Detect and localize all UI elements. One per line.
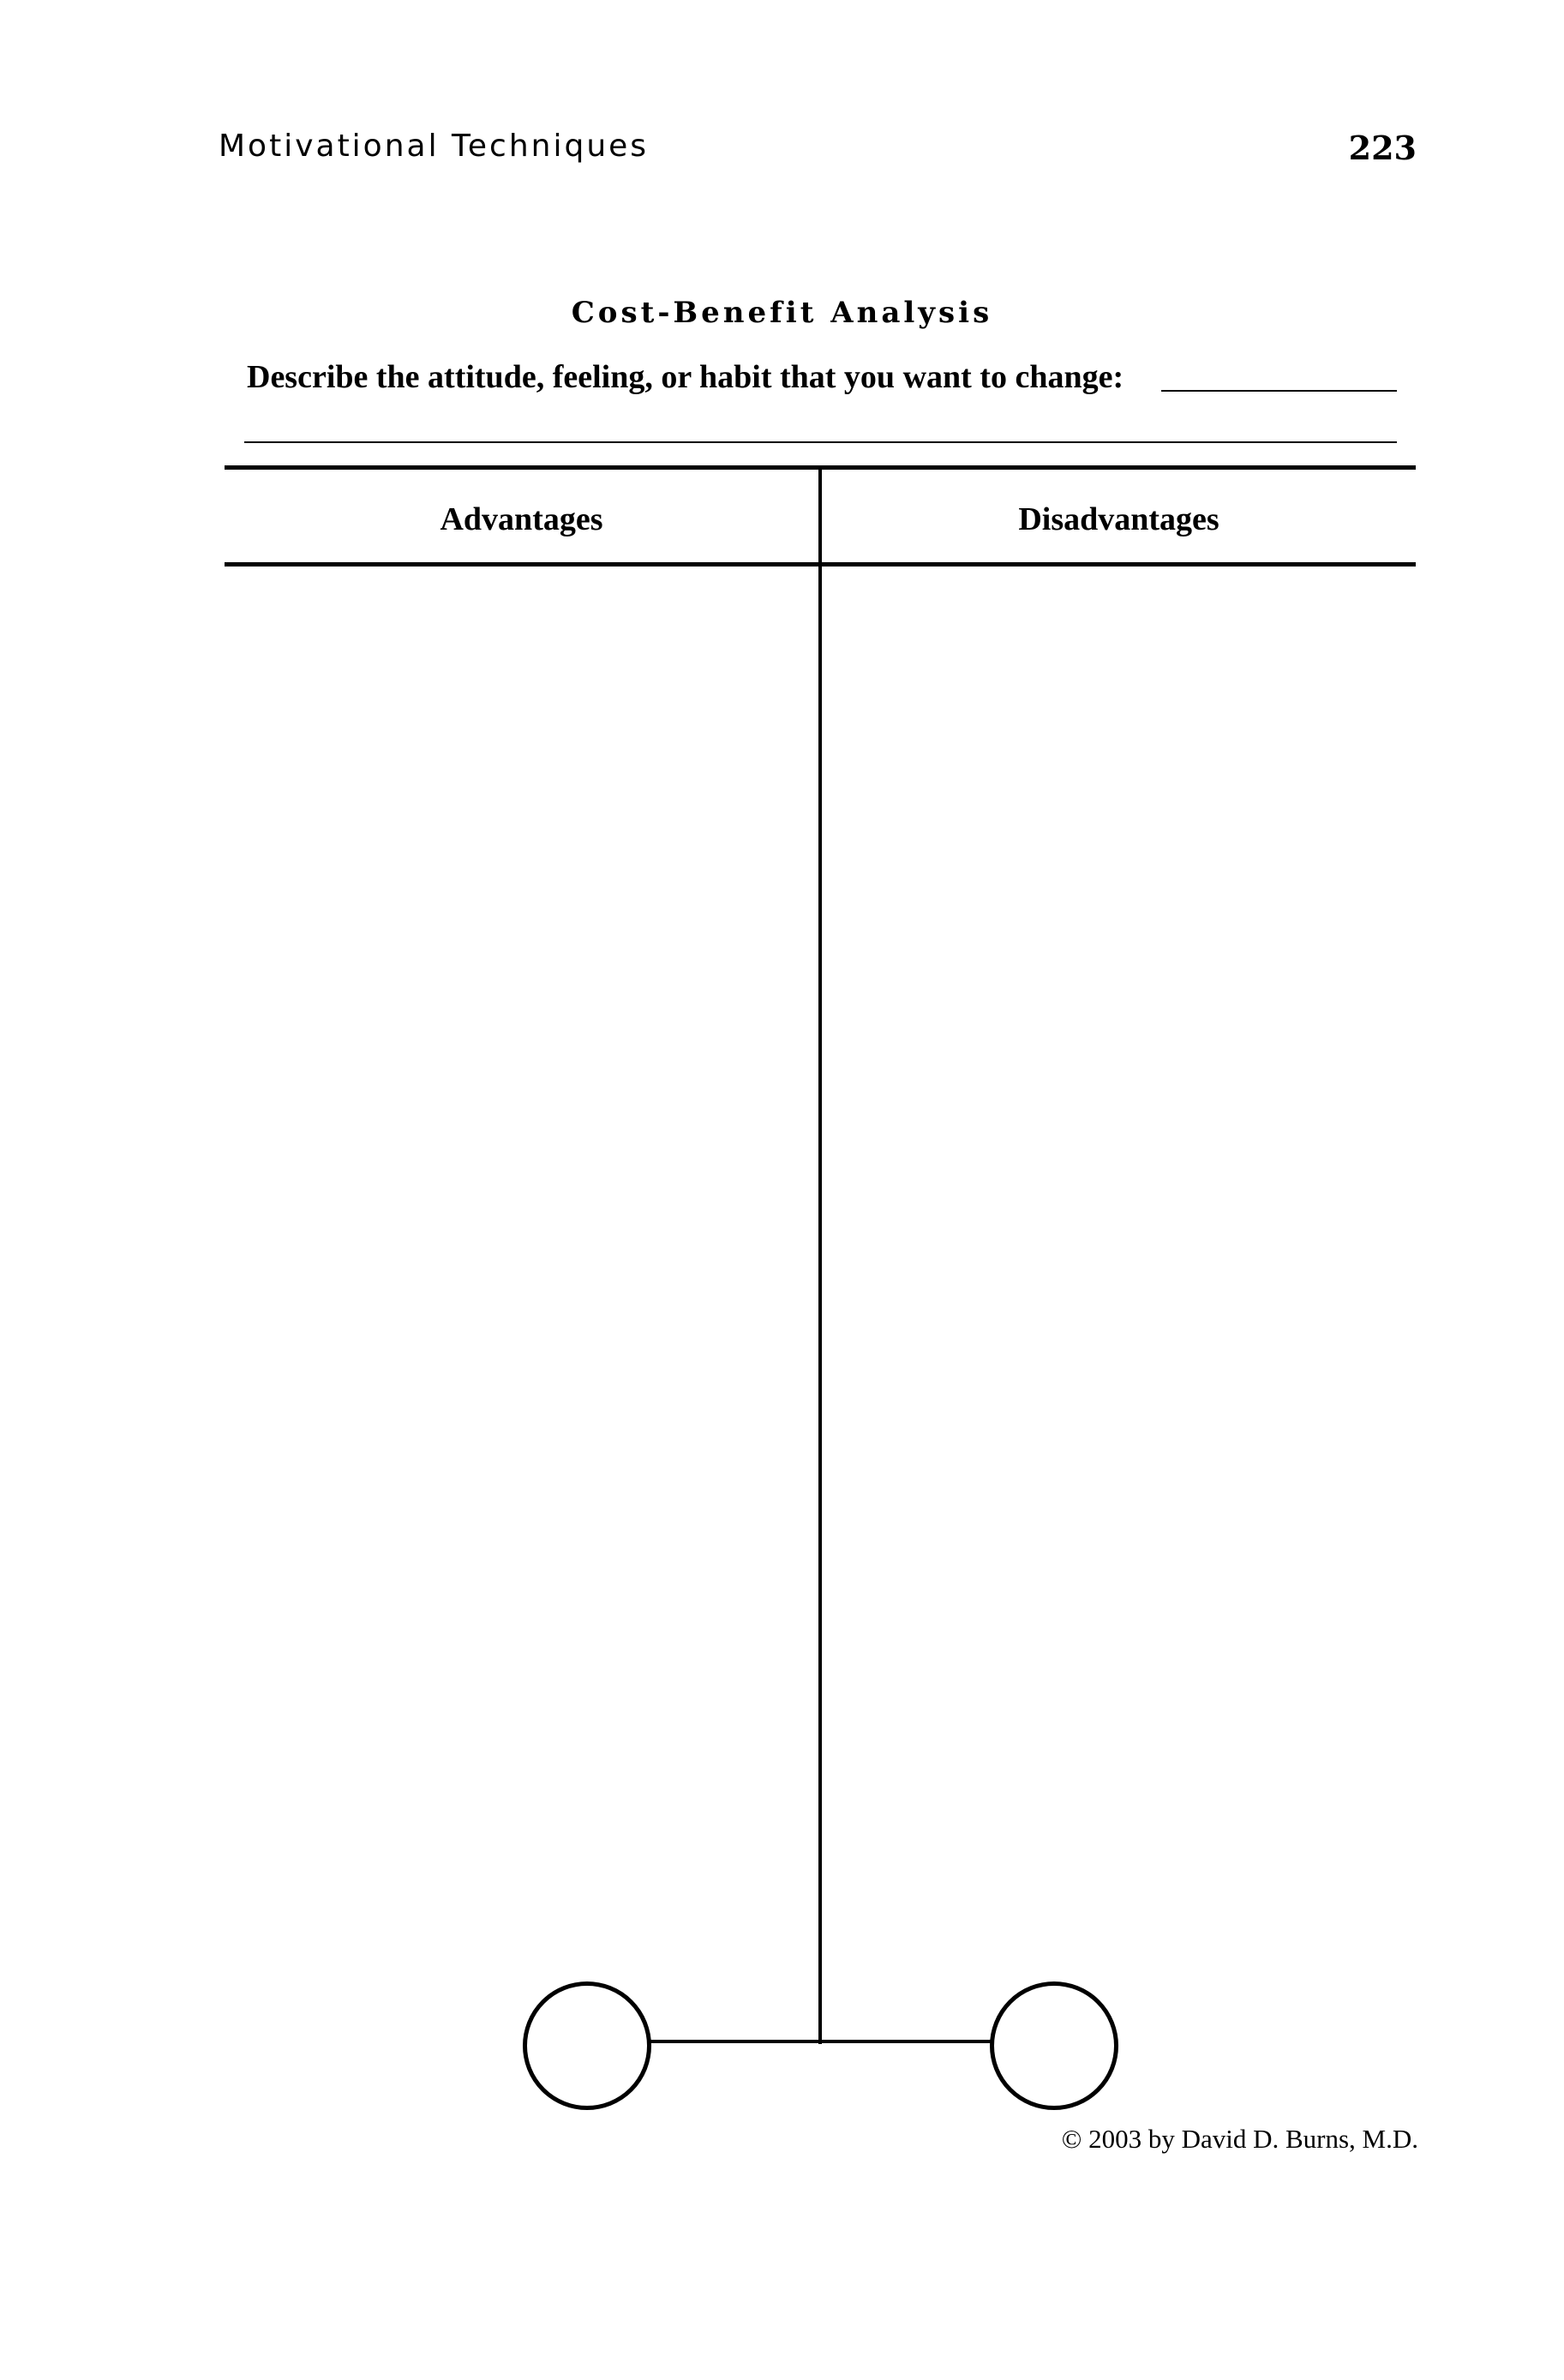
- change-prompt: Describe the attitude, feeling, or habit that you want to change:: [247, 359, 1124, 395]
- disadvantages-score-circle[interactable]: [990, 1981, 1118, 2110]
- running-head: Motivational Techniques: [219, 129, 650, 164]
- advantages-header: Advantages: [440, 501, 603, 537]
- advantages-column[interactable]: [225, 570, 816, 1975]
- answer-field-line-1[interactable]: [1161, 390, 1397, 392]
- copyright-notice: © 2003 by David D. Burns, M.D.: [1061, 2124, 1418, 2154]
- column-divider: [818, 469, 822, 2044]
- right-connector-line: [820, 2040, 994, 2043]
- disadvantages-header: Disadvantages: [1018, 501, 1219, 537]
- advantages-score-circle[interactable]: [523, 1981, 651, 2110]
- page-number: 223: [1348, 129, 1417, 167]
- form-title: Cost-Benefit Analysis: [571, 296, 993, 330]
- disadvantages-column[interactable]: [824, 570, 1416, 1975]
- left-connector-line: [647, 2040, 820, 2043]
- answer-field-line-2[interactable]: [244, 441, 1397, 443]
